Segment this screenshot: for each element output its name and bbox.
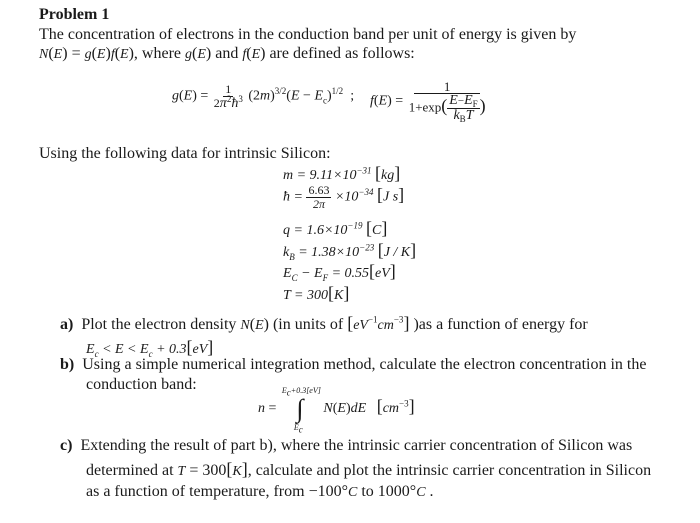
problem-title: Problem 1 [39, 6, 110, 23]
data-ec-ef: $E_C - E_F = 0.55[eV]$ [283, 261, 396, 283]
part-a-range: $E_c < E < E_c + 0.3[eV]$ [86, 337, 214, 359]
data-temp: T = 300[K] [283, 283, 350, 303]
integral-formula: n = $E_c+0.3[eV]$ ∫ $E_c$ N(E)dE $[cm^{-3}]$ [258, 386, 415, 435]
data-hbar: ħ = $\frac{6.63}{2\pi}$ $\times 10^{-34}$ [J s] [283, 183, 405, 211]
intro-line-1: The concentration of electrons in the conduction band per unit of energy is given by [39, 26, 577, 43]
part-c-line-1: c) Extending the result of part b), where the intrinsic carrier concentration of Silicon was [60, 437, 633, 454]
formula-g: g(E) = $\frac{1}{2\pi^2ħ^3}$ $(2m)^{3/2}(E - E_c)^{1/2}$ ; [172, 82, 355, 111]
formula-f: f(E) = 1 1+exp( $\frac{E-E_F}{k_BT}$ ) [370, 79, 486, 125]
data-mass: $m = 9.11\times 10^{-31}$ [kg] [283, 163, 401, 183]
data-kb: $k_B = 1.38\times 10^{-23}$ [J / K] [283, 240, 417, 262]
data-heading: Using the following data for intrinsic Silicon: [39, 145, 331, 162]
part-a-line-1: a) Plot the electron density N(E) (in units of $[eV^{-1}cm^{-3}]$ )as a function of energy for [60, 313, 588, 333]
part-b-line-2: conduction band: [86, 376, 197, 393]
data-charge: $q = 1.6\times 10^{-19}$ [C] [283, 218, 388, 238]
part-c-line-3: as a function of temperature, from −100°C to 1000°C . [86, 483, 434, 500]
part-c-line-2: determined at T = 300[K], calculate and plot the intrinsic carrier concentration in Silicon [86, 459, 652, 479]
part-b-line-1: b) Using a simple numerical integration method, calculate the electron concentration in the [60, 356, 647, 373]
intro-line-2: N(E) = g(E)f(E), where g(E) and f(E) are defined as follows: [39, 45, 415, 62]
